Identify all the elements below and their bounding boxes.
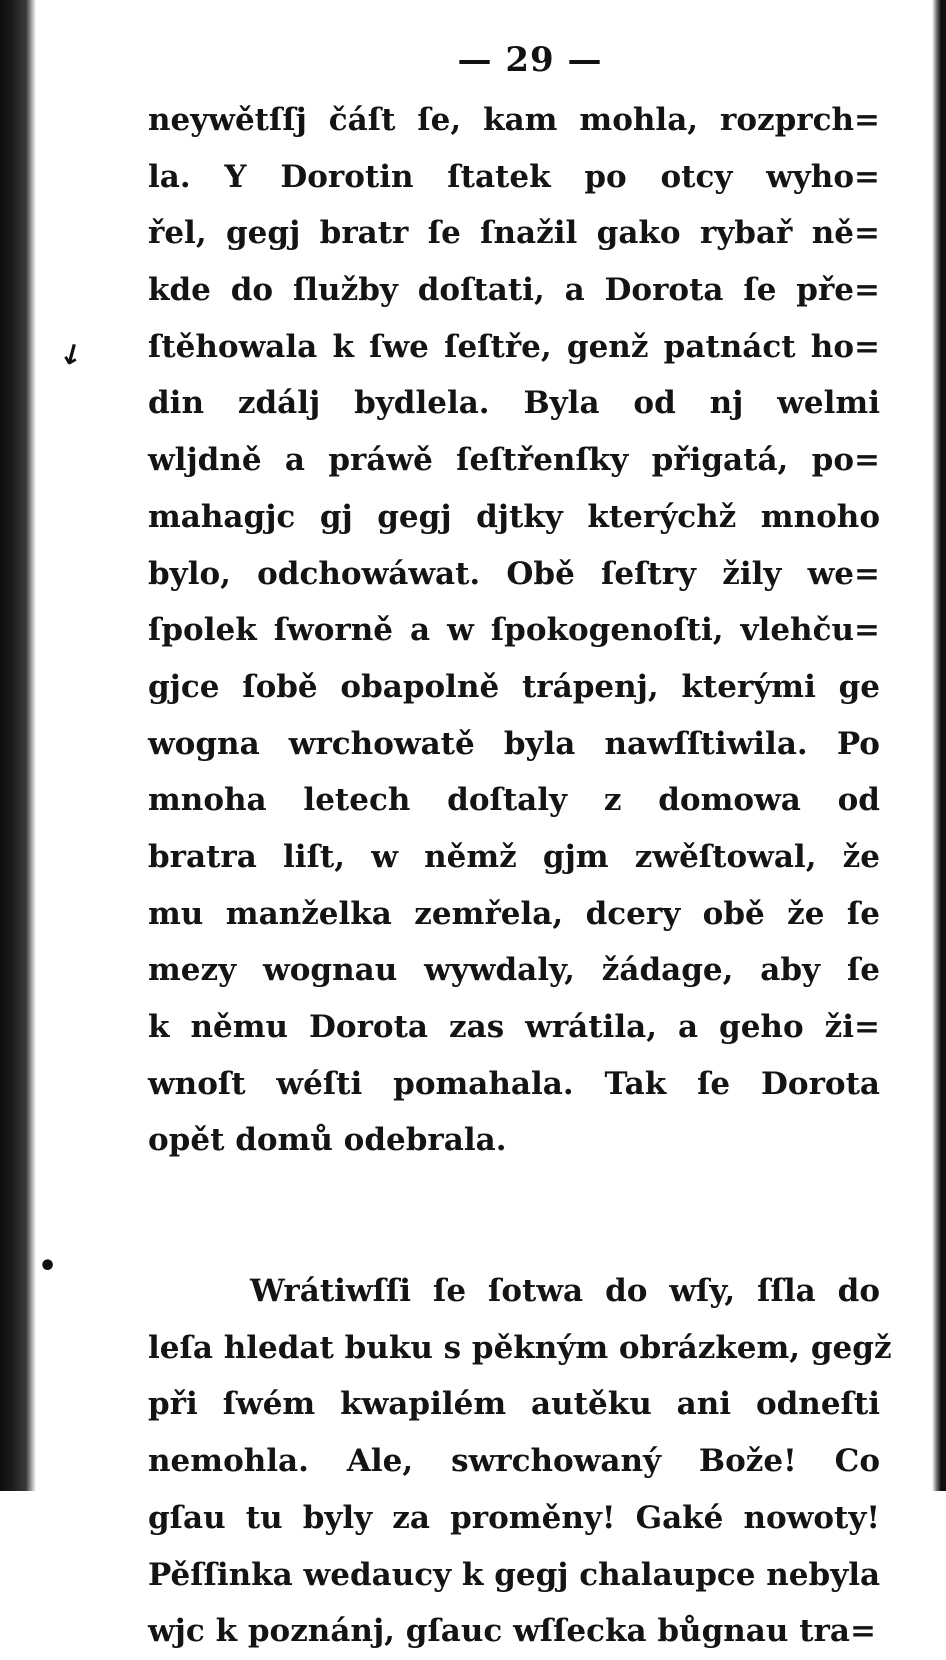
text-line: řel, gegj bratr ſe ſnažil gako rybař ně= bbox=[148, 215, 880, 252]
margin-pencil-mark: ↙ bbox=[53, 334, 91, 375]
text-line: leſa hledat buku s pěkným obrázkem, gegž bbox=[148, 1329, 892, 1366]
text-line: opět domů odebrala. bbox=[148, 1122, 507, 1159]
text-line: mu manželka zemřela, dcery obě že ſe bbox=[148, 895, 880, 932]
text-line: la. Y Dorotin ſtatek po otcy wyho= bbox=[148, 158, 880, 195]
paragraph bbox=[148, 1263, 892, 1660]
text-line: wnoſt wéſti pomahala. Tak ſe Dorota bbox=[148, 1065, 880, 1102]
text-line: gſau tu byly za proměny! Gaké nowoty! bbox=[148, 1499, 880, 1536]
page-number: — 29 — bbox=[457, 40, 603, 80]
text-line: kde do ſlužby doſtati, a Dorota ſe pře= bbox=[148, 272, 880, 309]
text-line: mezy wognau wywdaly, žádage, aby ſe bbox=[148, 952, 880, 989]
text-line: k němu Dorota zas wrátila, a geho ži= bbox=[148, 1009, 880, 1045]
text-line: wjc k poznánj, gſauc wſſecka bůgnau tra= bbox=[148, 1613, 876, 1650]
page-edge bbox=[932, 0, 946, 1491]
text-line: nemohla. Ale, swrchowaný Bože! Co bbox=[148, 1443, 880, 1480]
paragraph-gap bbox=[148, 1169, 880, 1263]
text-line: ſtěhowala k ſwe ſeſtře, genž patnáct ho= bbox=[148, 328, 880, 365]
text-line: din zdálj bydlela. Byla od nj welmi bbox=[148, 385, 880, 422]
margin-dot-mark: • bbox=[38, 1249, 58, 1284]
text-line: mahagjc gj gegj djtky kterýchž mnoho bbox=[148, 498, 880, 535]
text-line: wogna wrchowatě byla nawſſtiwila. Po bbox=[148, 725, 880, 762]
text-line: Pěſſinka wedaucy k gegj chalaupce nebyla bbox=[148, 1556, 881, 1593]
text-line: Wrátiwſſi ſe ſotwa do wſy, ſſla do bbox=[250, 1273, 880, 1310]
paragraph bbox=[148, 92, 880, 1169]
text-line: neywětſſj čáſt ſe, kam mohla, rozprch= bbox=[148, 102, 880, 138]
text-line: wljdně a práwě ſeſtřenſky přigatá, po= bbox=[148, 442, 880, 479]
body-text bbox=[148, 92, 892, 1660]
text-line: gjce ſobě obapolně trápenj, kterými ge bbox=[148, 668, 880, 705]
text-line: bratra liſt, w němž gjm zwěſtowal, že bbox=[148, 838, 880, 875]
text-line: bylo, odchowáwat. Obě ſeſtry žily we= bbox=[148, 555, 880, 592]
text-line: mnoha letech doſtaly z domowa od bbox=[148, 782, 880, 819]
text-line: při ſwém kwapilém autěku ani odneſti bbox=[148, 1386, 880, 1423]
binding-gutter bbox=[0, 0, 36, 1491]
text-line: ſpolek ſworně a w ſpokogenoſti, vlehču= bbox=[148, 612, 880, 649]
